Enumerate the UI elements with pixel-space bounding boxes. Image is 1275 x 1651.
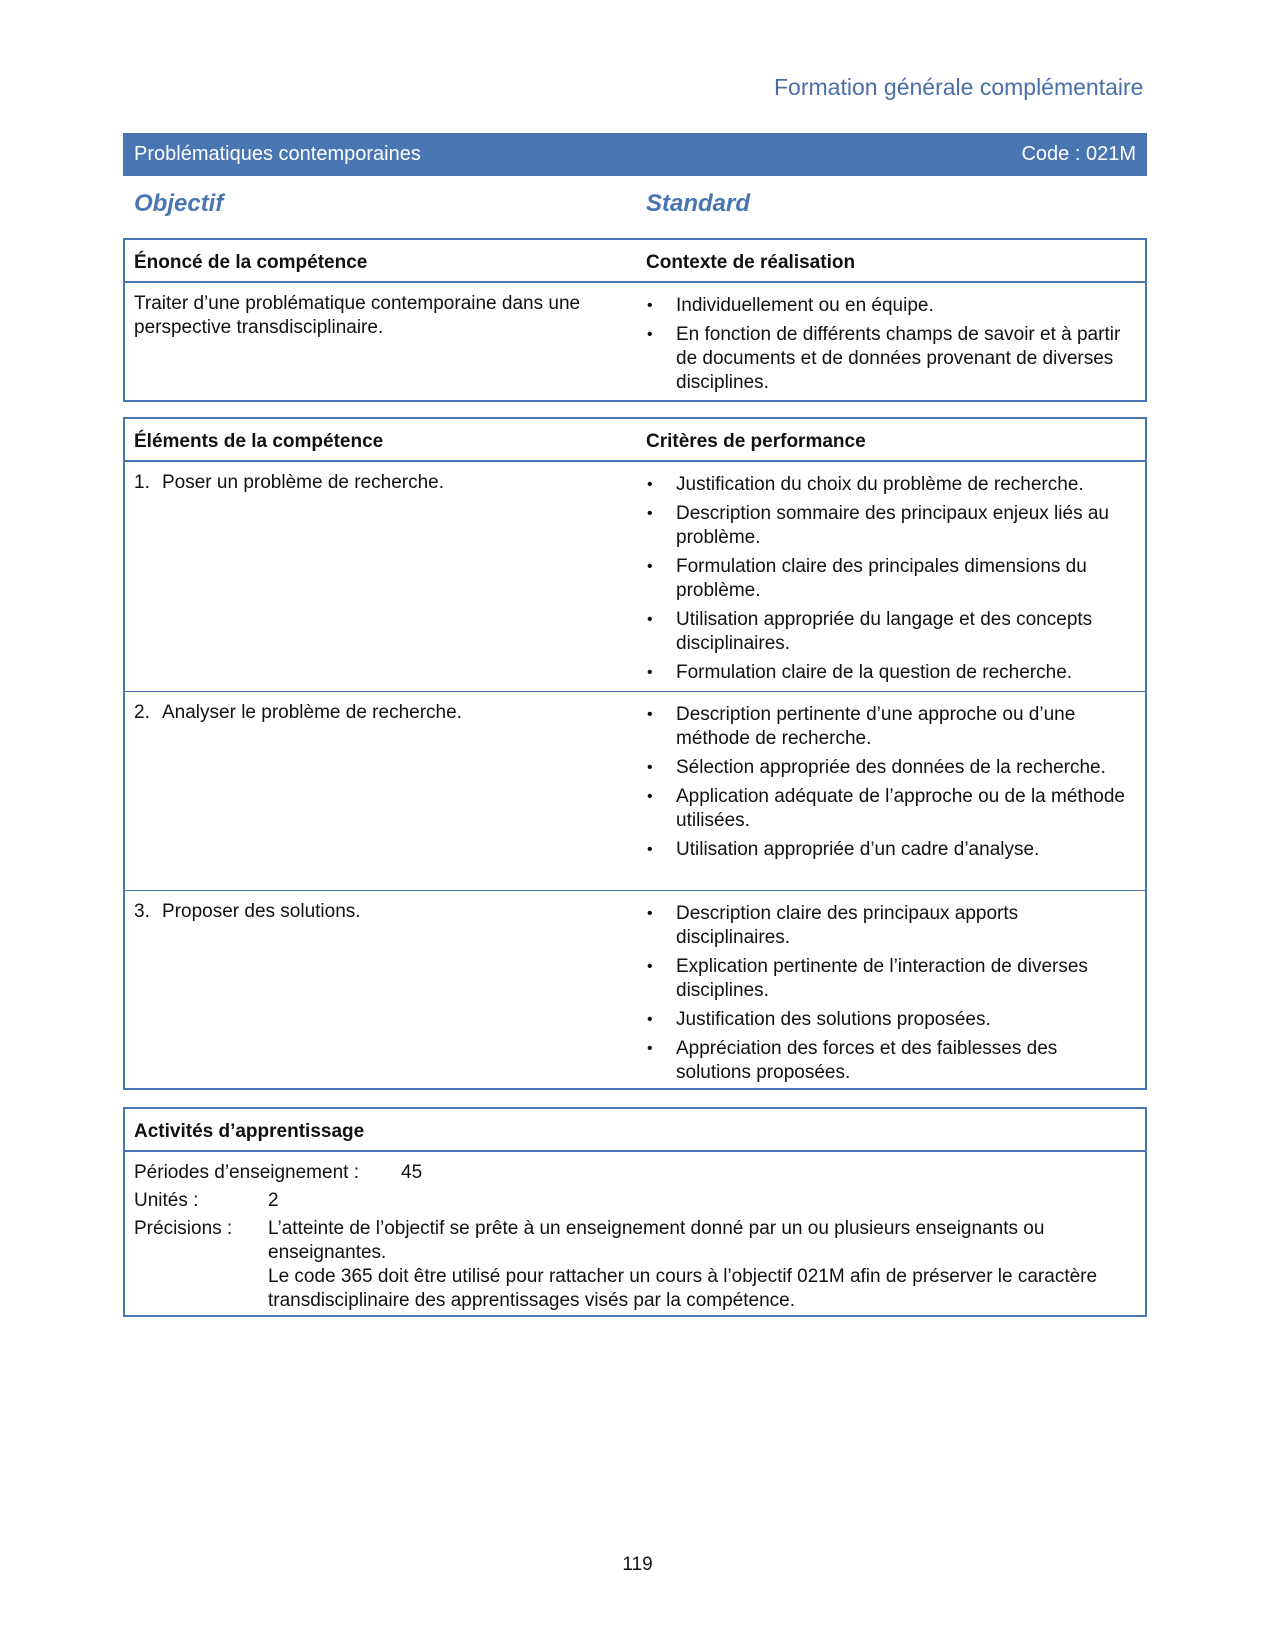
bullet-icon: • bbox=[647, 297, 653, 314]
bullet-icon: • bbox=[647, 788, 653, 805]
contexte-list bbox=[646, 294, 1131, 400]
list-item: • Utilisation appropriée d’un cadre d’analyse. bbox=[647, 839, 1040, 860]
objectif-heading: Objectif bbox=[134, 190, 224, 217]
list-item: • Appréciation des forces et des faiblesses des solutions proposées. bbox=[647, 1038, 1058, 1083]
list-item: • Formulation claire des principales dimensions du problème. bbox=[647, 556, 1087, 601]
periodes-value: 45 bbox=[401, 1162, 423, 1183]
list-item: • Individuellement ou en équipe. bbox=[647, 295, 934, 316]
unites-value: 2 bbox=[268, 1190, 279, 1211]
list-item: • Description pertinente d’une approche ou d’une méthode de recherche. bbox=[647, 704, 1076, 749]
contexte-heading: Contexte de réalisation bbox=[646, 252, 856, 273]
list-item: • En fonction de différents champs de savoir et à partir de documents et de données provenant de diverses disciplines. bbox=[647, 324, 1121, 393]
section-headings bbox=[123, 190, 1147, 222]
criteres-heading: Critères de performance bbox=[646, 431, 866, 452]
standard-heading: Standard bbox=[646, 190, 751, 217]
criteria-list bbox=[646, 902, 1131, 1090]
list-item: • Justification des solutions proposées. bbox=[647, 1009, 991, 1030]
element-row-1 bbox=[125, 462, 1145, 691]
list-item: • Formulation claire de la question de recherche. bbox=[647, 662, 1073, 683]
list-item: • Description sommaire des principaux enjeux liés au problème. bbox=[647, 503, 1109, 548]
bullet-icon: • bbox=[647, 558, 653, 575]
list-item: • Explication pertinente de l’interaction de diverses disciplines. bbox=[647, 956, 1088, 1001]
bullet-icon: • bbox=[647, 1011, 653, 1028]
precisions-paragraph-2: Le code 365 doit être utilisé pour rattacher un cours à l’objectif 021M afin de préserver le caractère transdisciplinaire des apprentissages visés par la compétence. bbox=[268, 1266, 1098, 1311]
element-text: 3. Proposer des solutions. bbox=[134, 901, 361, 922]
precisions-text bbox=[268, 1217, 1130, 1313]
criteria-list bbox=[646, 473, 1131, 690]
bullet-icon: • bbox=[647, 706, 653, 723]
activites-header-row bbox=[125, 1109, 1145, 1152]
course-code: Code : 021M bbox=[1021, 143, 1136, 165]
bullet-icon: • bbox=[647, 841, 653, 858]
enonce-heading: Énoncé de la compétence bbox=[134, 252, 368, 273]
bullet-icon: • bbox=[647, 958, 653, 975]
elements-header-row bbox=[125, 419, 1145, 462]
criteria-list bbox=[646, 703, 1131, 867]
bullet-icon: • bbox=[647, 476, 653, 493]
element-text: 2. Analyser le problème de recherche. bbox=[134, 702, 462, 723]
list-item: • Utilisation appropriée du langage et des concepts disciplinaires. bbox=[647, 609, 1093, 654]
bullet-icon: • bbox=[647, 1040, 653, 1057]
precisions-label: Précisions : bbox=[134, 1218, 233, 1239]
list-item: • Application adéquate de l’approche ou de la méthode utilisées. bbox=[647, 786, 1125, 831]
bullet-icon: • bbox=[647, 611, 653, 628]
course-title: Problématiques contemporaines bbox=[134, 143, 421, 165]
element-text: 1. Poser un problème de recherche. bbox=[134, 472, 444, 493]
bullet-icon: • bbox=[647, 326, 653, 343]
page-number: 119 bbox=[622, 1554, 653, 1575]
competence-box bbox=[123, 238, 1147, 402]
competence-header-row bbox=[125, 240, 1145, 283]
element-row-2 bbox=[125, 691, 1145, 890]
course-title-bar bbox=[123, 133, 1147, 176]
unites-label: Unités : bbox=[134, 1190, 199, 1211]
elements-box bbox=[123, 417, 1147, 1090]
running-head: Formation générale complémentaire bbox=[774, 74, 1144, 100]
activites-heading: Activités d’apprentissage bbox=[134, 1121, 365, 1142]
precisions-paragraph-1: L’atteinte de l’objectif se prête à un enseignement donné par un ou plusieurs enseignants ou enseignantes. bbox=[268, 1218, 1045, 1263]
periodes-label: Périodes d’enseignement : bbox=[134, 1162, 359, 1183]
activites-box bbox=[123, 1107, 1147, 1317]
bullet-icon: • bbox=[647, 664, 653, 681]
bullet-icon: • bbox=[647, 505, 653, 522]
bullet-icon: • bbox=[647, 905, 653, 922]
competence-row bbox=[125, 283, 1145, 398]
elements-heading: Éléments de la compétence bbox=[134, 431, 384, 452]
enonce-text: Traiter d’une problématique contemporaine dans une perspective transdisciplinaire. bbox=[134, 293, 581, 338]
list-item: • Sélection appropriée des données de la recherche. bbox=[647, 757, 1106, 778]
list-item: • Justification du choix du problème de recherche. bbox=[647, 474, 1084, 495]
bullet-icon: • bbox=[647, 759, 653, 776]
list-item: • Description claire des principaux apports disciplinaires. bbox=[647, 903, 1019, 948]
element-row-3 bbox=[125, 890, 1145, 1088]
